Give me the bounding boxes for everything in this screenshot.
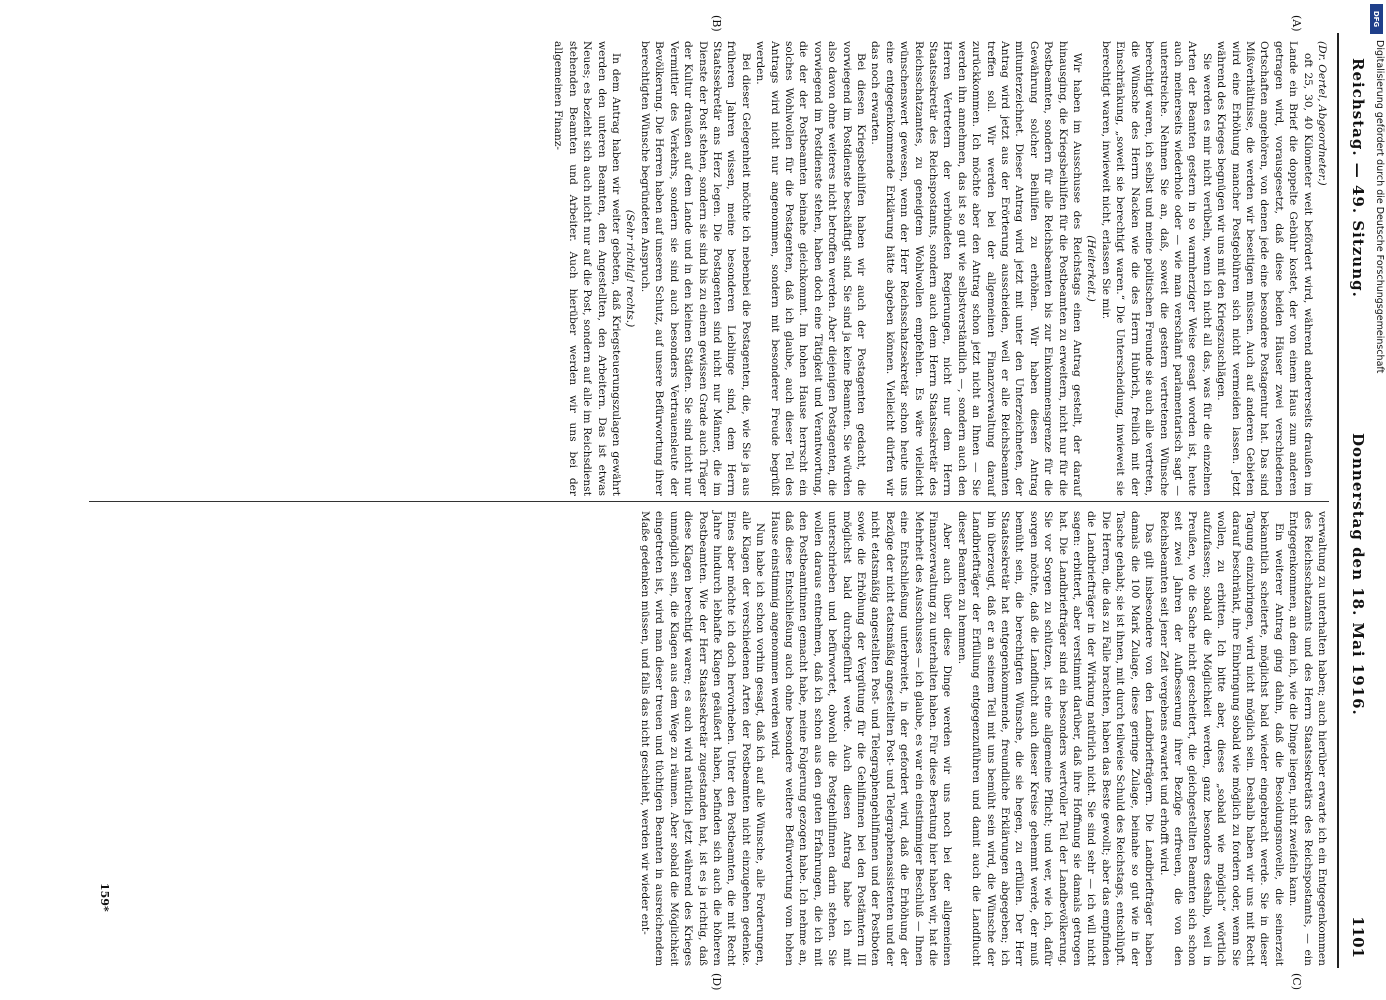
header-rule — [1337, 33, 1339, 968]
digitization-note — [1372, 40, 1386, 730]
digitization-note-text: Digitalisierung gefördert durch die Deutsche Forschungsgemeinschaft — [1374, 40, 1385, 374]
paragraph: verwaltung zu unterhalten haben; auch hierüber erwarte ich ein Entgegenkommen des Reichsschatzamts und des Herrn Staatssekretärs des Reichspostamts, — ein Entgegenkommen, an dem ich, wie die Dinge liegen, nicht zweifeln kann. — [1287, 511, 1328, 966]
paragraph: oft 25, 30, 40 Kilometer weit befördert wird, während andererseits draußen im Lande ein Brief die doppelte Gebühr kostet, der von einem Haus zum anderen getragen wird, vorausgesetzt, daß diese beiden Häuser zwei verschiedenen Ortschaften angehören, von denen jede eine besondere Postagentur hat. Das sind Mißverhältnisse, die werden wir beseitigen müssen. Auch auf anderen Gebieten wird eine Erhöhung mancher Postgebühren sich nicht vermeiden lassen. Jetzt während des Krieges begnügen wir uns mit den Kriegszuschlägen. — [1215, 41, 1314, 496]
paragraph: Wir haben im Ausschusse des Reichstags einen Antrag gestellt, der darauf hinausging, die Kriegsbeihilfen für die Postbeamten zu erweitern, nicht nur für die Postbeamten, sondern für alle Reichsbeamten bis zur Einkommensgrenze für die Gewährung solcher Beihilfen zu erhöhen. Wir haben diesen Antrag mitunterzeichnet. Dieser Antrag wird jetzt mit unter den Unterzeichneten, der Antrag wird jetzt aus der Erörterung ausscheiden, weil er alle Reichsbeamten treffen soll. Wir werden bei der allgemeinen Finanzverwaltung darauf zurückkommen. Ich möchte aber den Antrag schon jetzt nicht an Ihnen — Sie werden ihn annehmen, das ist so gut wie selbstverständlich —, sondern auch den Herren Vertretern der verbündeten Regierungen, nicht nur dem Herrn Staatssekretär des Reichspostamts, sondern auch dem Herrn Staatssekretär des Reichsschatzamtes, zu geneigtem Wohlwollen empfehlen. Es wäre vielleicht wünschenswert gewesen, wenn der Herr Reichsschatzsekretär schon heute uns eine entgegenkommende Erklärung hätte abgeben können. Vielleicht dürfen wir das noch erwarten. — [869, 41, 1084, 496]
header-date: Donnerstag den 18. Mai 1916. — [1349, 433, 1367, 716]
interjection: (Sehr richtig! rechts.) — [624, 209, 637, 328]
paragraph: Bei dieser Gelegenheit möchte ich nebenbei die Postagenten, die, wie Sie ja aus früheren Jahren wissen, meine besonderen Lieblinge sind, dem Herrn Staatssekretär ans Herz legen. Die Postagenten sind nicht nur Männer, die im Dienste der Post stehen, sondern sie sind bis zu einem gewissen Grade auch Träger der Kultur draußen auf dem Lande und in den kleinen Städten. Sie sind nicht nur Vermittler des Verkehrs, sondern sie sind auch besonders Vertrauensleute der Bevölkerung. Die Herren haben auf unseren Schutz, auf unsere Befürwortung ihrer berechtigten Wünsche begründeten Anspruch. — [638, 41, 752, 496]
page-number: 1101 — [1349, 916, 1367, 958]
margin-mark-a: (A) — [1290, 15, 1303, 32]
text-column-right — [89, 511, 1329, 966]
text-column-left — [89, 41, 1329, 496]
interjection: (Heiterkeit.) — [1085, 235, 1098, 302]
rotated-newspaper-page — [63, 15, 1373, 991]
margin-mark-d: (D) — [710, 973, 723, 991]
paragraph: Ein weiterer Antrag ging dahin, daß die Besoldungsnovelle, die seinerzeit bekanntlich scheiterte, möglichst bald wieder eingebracht werde. Sie in dieser Tagung einzubringen, wird nicht möglich sein. Deshalb haben wir uns mit Recht darauf beschränkt, ihre Einbringung sobald wie möglich zu fordern oder, wenn Sie wollen, zu erbitten. Ich bitte aber, dieses „sobald wie möglich“ wörtlich aufzufassen; sobald die Möglichkeit werden, ganz besonders deshalb, weil in Preußen, wo die Sache nicht gescheitert, die gleichgestellten Beamten sich schon seit zwei Jahren der Aufbesserung ihrer Bezüge erfreuen, die von den Reichsbeamten seit jener Zeit vergebens erwartet und erhofft wird. — [1157, 511, 1285, 966]
speaker-note: (Dr. Oertel, Abgeordneter.) — [1316, 41, 1328, 186]
header-session: Reichstag. — 49. Sitzung. — [1349, 58, 1367, 298]
margin-mark-b: (B) — [710, 15, 723, 32]
paragraph: Das gilt insbesondere von den Landbriefträgern. Die Landbriefträger haben damals die 100 Mark Zulage, diese geringe Zulage, beinahe so gut wie in der Tasche gehabt; sie ist ihnen, mit durch teilweise Schuld des Reichstags, entschlüpft. Die Herren, die das zu Falle brachten, haben das Beste gewollt; aber das empfinden die Landbriefträger in der Wirkung natürlich nicht. Sie sind sehr — ich will nicht sagen: erbittert, aber verstimmt darüber, daß ihre Hoffnung sie damals getrogen hat. Die Landbriefträger sind ein besonders wertvoller Teil der Landbevölkerung. Sie vor Sorgen zu schützen, ist eine allgemeine Pflicht; und wer, wie ich, dafür sorgen möchte, daß die Landflucht auch dieser Kreise gehemmt werde, der muß bemüht sein, die berechtigten Wünsche, die sie hegen, zu erfüllen. Der Herr Staatssekretär hat entgegenkommende, freundliche Erklärungen abgegeben; ich bin überzeugt, daß er an seinem Teil mit uns bemüht sein wird, die Wünsche der Landbriefträger der Erfüllung entgegenzuführen und damit auch die Landflucht dieser Beamten zu hemmen. — [955, 511, 1156, 966]
page-header — [1339, 33, 1373, 968]
column-divider — [89, 501, 1329, 502]
paragraph: Nun habe ich schon vorhin gesagt, daß ich auf alle Wünsche, alle Forderungen, alle Klagen der verschiedenen Arten der Postbeamten nicht einzugehen gedenke. Eines aber möchte ich doch hervorheben. Unter den Postbeamten, die mit Recht Jahre hindurch lebhafte Klagen geäußert haben, befinden sich auch die höheren Postbeamten. Wie der Herr Staatssekretär zugestanden hat, ist es ja richtig, daß diese Klagen berechtigt waren; es auch wird natürlich jetzt während des Krieges unmöglich sein, die Klagen aus dem Wege zu räumen. Aber sobald die Möglichkeit eingetreten ist, wird man dieser treuen und tüchtigen Beamten in ausreichendem Maße gedenken müssen, und falls das nicht geschieht, werden wir wieder ent- — [638, 511, 767, 966]
paragraph: In dem Antrag haben wir weiter gebeten, daß Kriegsteuerungszulagen gewährt werden den unteren Beamten, den Angestellten, den Arbeitern. Das ist etwas Neues; es bezieht sich auch nicht nur auf die Post, sondern auf alle im Reichsdienst stehenden Beamten und Arbeiter. Auch hierüber werden wir uns bei der allgemeinen Finanz- — [552, 41, 623, 496]
paragraph: Sie werden es mir nicht verübeln, wenn ich nicht all das, was für die einzelnen Arten der Beamten gestern in so warmherziger Weise gesagt worden ist, heute auch meinerseits wiederhole oder — wie man verschämt parlamentarisch sagt — unterstreiche. Nehmen Sie an, daß, soweit die gestern vertretenen Wünsche berechtigt waren, ich selbst und meine politischen Freunde sie auch alle vertreten, die Wünsche des Herrn Nacken wie die des Herrn Hubrich, freilich mit der Einschränkung, „soweit sie berechtigt waren.“ Die Unterscheidung, inwieweit sie berechtigt waren, inwieweit nicht, erlassen Sie mir. — [1099, 41, 1213, 496]
margin-mark-c: (C) — [1290, 973, 1303, 990]
paragraph: Aber auch über diese Dinge werden wir uns noch bei der allgemeinen Finanzverwaltung zu unterhalten haben. Für diese Beratung hier haben wir, hat die Mehrheit des Ausschusses — ich glaube, es war ein einstimmiger Beschluß — Ihnen eine Entschließung unterbreitet, in der gefordert wird, daß die Erhöhung der Bezüge der nicht etatsmäßig angestellten Post- und Telegraphenassistenten und der nicht etatsmäßig angestellten Post- und Telegraphengehilfinnen und der Postboten sowie die Erhöhung der Vergütung für die Gehilfinnen bei den Postämtern III möglichst bald durchgeführt werde. Auch diesen Antrag habe ich mit unterschrieben und befürwortet, obwohl die Postgehilfinnen darin stehen. Sie wollen daraus entnehmen, daß ich schon aus den guten Erfahrungen, die ich mit den Postbeamtinnen gemacht habe, meine Folgerung gezogen habe. Ich nehme an, daß diese Entschließung auch ohne besondere weitere Befürwortung vom hohen Hause einstimmig angenommen werden wird. — [768, 511, 954, 966]
dfg-logo: DFG — [1370, 4, 1383, 34]
sheet-signature: 159* — [98, 883, 111, 912]
paragraph: Bei diesen Kriegsbeihilfen haben wir auch der Postagenten gedacht, die vorwiegend im Postdienste beschäftigt sind. Sie sind ja keine Beamten. Sie würden also davon ohne weiteres nicht betroffen werden. Aber diejenigen Postagenten, die vorwiegend im Postdienste stehen, haben doch eine Tätigkeit und Verantwortung, die der der Postbeamten beinahe gleichkommt. Im hohen Hause herrscht ein solches Wohlwollen für die Postagenten, daß ich glaube, auch dieser Teil des Antrags wird nicht nur angenommen, sondern mit besonderer Freude begrüßt werden. — [754, 41, 867, 496]
